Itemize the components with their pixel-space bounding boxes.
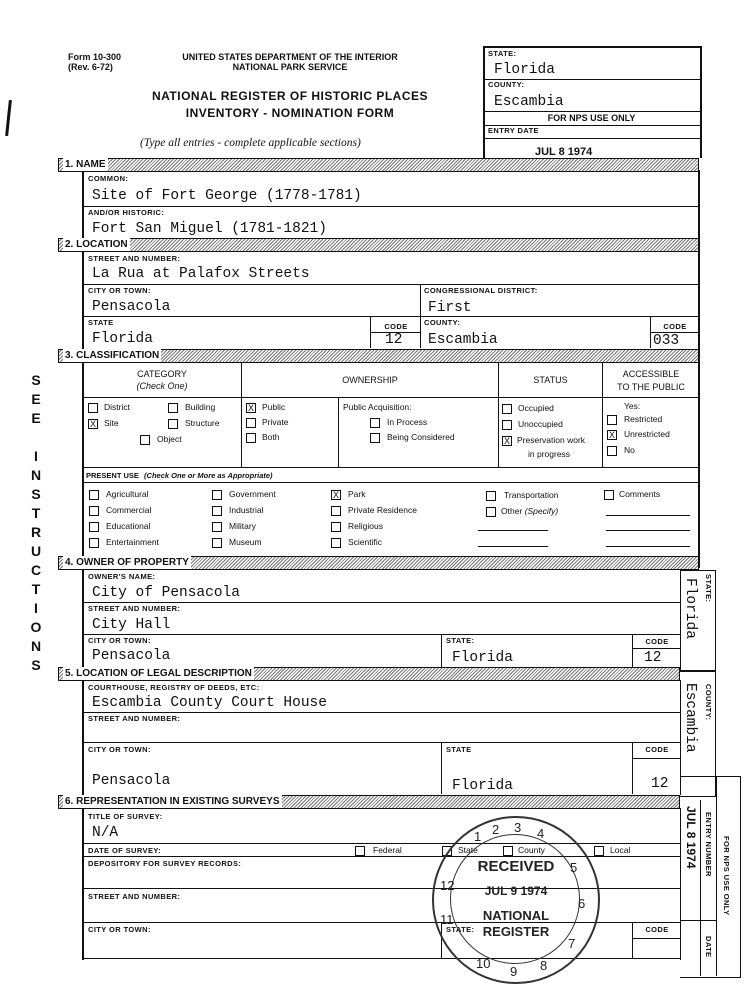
section-1-title: 1. NAME xyxy=(65,159,106,170)
loc-state-label: STATE xyxy=(88,318,114,327)
owner-code-label: CODE xyxy=(645,637,669,646)
access-header xyxy=(603,368,699,394)
category-head: CATEGORY xyxy=(137,369,187,379)
see-instructions-letter: S xyxy=(31,486,41,502)
loc-city-value: Pensacola xyxy=(92,299,171,315)
stamp-digit: 3 xyxy=(514,820,522,835)
form-title xyxy=(120,88,460,122)
section-4-bar xyxy=(58,556,699,570)
congress-label: CONGRESSIONAL DISTRICT: xyxy=(424,286,538,295)
checkbox-district[interactable] xyxy=(88,403,98,413)
access-yes-label: Yes: xyxy=(624,401,641,411)
owner-city-label: CITY OR TOWN: xyxy=(88,636,151,645)
historic-value: Fort San Miguel (1781-1821) xyxy=(92,221,327,237)
checkbox-structure[interactable] xyxy=(168,419,178,429)
ownership-head: OWNERSHIP xyxy=(342,375,398,385)
stamp-digit: 10 xyxy=(476,956,491,971)
section-3-title: 3. CLASSIFICATION xyxy=(65,350,160,361)
stamp-register: REGISTER xyxy=(482,924,550,939)
department xyxy=(150,52,430,72)
checkbox-no[interactable] xyxy=(607,446,617,456)
survey-street-label: STREET AND NUMBER: xyxy=(88,892,181,901)
section-6-bar xyxy=(58,795,680,809)
checkbox-both[interactable] xyxy=(246,433,256,443)
acquisition-in-process-label: In Process xyxy=(387,417,428,427)
use-transportation-label: Transportation xyxy=(504,490,559,500)
top-nps-label: FOR NPS USE ONLY xyxy=(547,113,636,123)
category-structure-label: Structure xyxy=(185,418,220,428)
stamp-digit: 4 xyxy=(537,826,545,841)
survey-state-label: State xyxy=(458,845,478,855)
see-instructions-letter: I xyxy=(34,600,38,616)
owner-city-value: Pensacola xyxy=(92,648,171,664)
see-instructions-letter: I xyxy=(34,448,38,464)
side-county-value: Escambia xyxy=(682,683,698,753)
survey-city-label: CITY OR TOWN: xyxy=(88,925,151,934)
present-use-label: PRESENT USE xyxy=(86,471,139,480)
title-line1: NATIONAL REGISTER OF HISTORIC PLACES xyxy=(151,89,429,103)
see-instructions-letter: T xyxy=(31,505,41,521)
category-district-label: District xyxy=(104,402,130,412)
access-restricted-label: Restricted xyxy=(624,414,663,424)
received-stamp xyxy=(432,816,600,984)
top-state-label: STATE: xyxy=(488,49,517,58)
ownership-both-label: Both xyxy=(262,432,280,442)
checkbox-museum[interactable] xyxy=(212,538,222,548)
form-no: Form 10-300 xyxy=(68,52,122,62)
loc-street-value: La Rua at Palafox Streets xyxy=(92,266,310,282)
access-head2: TO THE PUBLIC xyxy=(617,382,685,392)
use-entertainment-label: Entertainment xyxy=(106,537,159,547)
checkbox-agricultural[interactable] xyxy=(89,490,99,500)
stamp-digit: 6 xyxy=(578,896,586,911)
stamp-date: JUL 9 1974 xyxy=(484,884,548,898)
loc-county-code: 033 xyxy=(653,333,680,349)
use-agricultural-label: Agricultural xyxy=(106,489,149,499)
court-label: COURTHOUSE, REGISTRY OF DEEDS, ETC: xyxy=(88,683,260,692)
loc-county-value: Escambia xyxy=(428,332,498,348)
stamp-digit: 11 xyxy=(440,912,454,927)
legal-code-value: 12 xyxy=(651,776,669,792)
side-state-value: Florida xyxy=(682,578,698,639)
category-sub: (Check One) xyxy=(136,381,188,391)
owner-street-value: City Hall xyxy=(92,617,171,633)
loc-county-code-label: CODE xyxy=(663,322,687,331)
use-commercial-label: Commercial xyxy=(106,505,152,515)
present-use-header xyxy=(86,471,273,480)
loc-city-label: CITY OR TOWN: xyxy=(88,286,151,295)
legal-city-label: CITY OR TOWN: xyxy=(88,745,151,754)
use-educational-label: Educational xyxy=(106,521,151,531)
top-county-value: Escambia xyxy=(494,94,564,110)
checkbox-other[interactable] xyxy=(486,507,496,517)
checkbox-private[interactable] xyxy=(246,418,256,428)
status-preservation-label: Preservation work xyxy=(517,435,586,445)
historic-label: AND/OR HISTORIC: xyxy=(88,208,165,217)
checkbox-transportation[interactable] xyxy=(486,491,496,501)
status-in-progress-label: in progress xyxy=(528,449,571,459)
legal-street-label: STREET AND NUMBER: xyxy=(88,714,181,723)
use-government-label: Government xyxy=(229,489,276,499)
status-head: STATUS xyxy=(533,375,568,385)
checkbox-building[interactable] xyxy=(168,403,178,413)
checkbox-government[interactable] xyxy=(212,490,222,500)
checkbox-unoccupied[interactable] xyxy=(502,420,512,430)
form-number xyxy=(68,52,121,72)
checkbox-entertainment[interactable] xyxy=(89,538,99,548)
use-comments-label: Comments xyxy=(619,489,661,499)
checkbox-occupied[interactable] xyxy=(502,404,512,414)
checkbox-park[interactable]: X xyxy=(332,490,339,500)
checkbox-comments[interactable] xyxy=(604,490,614,500)
stamp-inner-ring xyxy=(450,834,580,964)
survey-state-field-label: STATE: xyxy=(446,925,475,934)
see-instructions-letter: R xyxy=(30,524,42,540)
section-5-title: 5. LOCATION OF LEGAL DESCRIPTION xyxy=(65,668,252,679)
depository-label: DEPOSITORY FOR SURVEY RECORDS: xyxy=(88,859,242,868)
common-value: Site of Fort George (1778-1781) xyxy=(92,188,362,204)
checkbox-unrestricted[interactable]: X xyxy=(608,430,615,440)
top-entry-date-label: ENTRY DATE xyxy=(488,126,539,135)
checkbox-commercial[interactable] xyxy=(89,506,99,516)
section-4-title: 4. OWNER OF PROPERTY xyxy=(65,557,189,568)
loc-county-label: COUNTY: xyxy=(424,318,461,327)
title-line2: INVENTORY - NOMINATION FORM xyxy=(185,106,395,120)
checkbox-private-residence[interactable] xyxy=(331,506,341,516)
see-instructions-letter: N xyxy=(30,467,42,483)
congress-value: First xyxy=(428,300,472,316)
survey-title-label: TITLE OF SURVEY: xyxy=(88,812,163,821)
see-instructions-letter: S xyxy=(31,657,41,673)
side-county-label: COUNTY: xyxy=(704,684,713,721)
loc-code-label: CODE xyxy=(384,322,408,331)
loc-state-value: Florida xyxy=(92,331,153,347)
category-building-label: Building xyxy=(185,402,216,412)
common-label: COMMON: xyxy=(88,174,129,183)
survey-county-label: County xyxy=(518,845,545,855)
side-nps-label: FOR NPS USE ONLY xyxy=(722,836,731,916)
stamp-digit: 7 xyxy=(568,936,576,951)
scan-mark xyxy=(5,100,12,136)
checkbox-religious[interactable] xyxy=(331,522,341,532)
section-2-title: 2. LOCATION xyxy=(65,239,128,250)
see-instructions-letter: E xyxy=(31,391,41,407)
section-2-bar xyxy=(58,238,699,252)
checkbox-educational[interactable] xyxy=(89,522,99,532)
court-value: Escambia County Court House xyxy=(92,695,327,711)
survey-date-label: DATE OF SURVEY: xyxy=(88,846,162,855)
dept-line2: NATIONAL PARK SERVICE xyxy=(232,62,348,72)
category-site-label: Site xyxy=(104,418,119,428)
see-instructions-letter xyxy=(26,429,46,448)
checkbox-public[interactable]: X xyxy=(247,403,254,413)
use-industrial-label: Industrial xyxy=(229,505,264,515)
section-1-bar xyxy=(58,158,699,172)
stamp-national: NATIONAL xyxy=(482,908,550,923)
top-state-value: Florida xyxy=(494,62,555,78)
checkbox-scientific[interactable] xyxy=(331,538,341,548)
ownership-private-label: Private xyxy=(262,417,289,427)
checkbox-local[interactable] xyxy=(594,846,604,856)
use-park-label: Park xyxy=(348,489,366,499)
survey-local-label: Local xyxy=(610,845,631,855)
see-instructions-letter: N xyxy=(30,638,42,654)
owner-name-label: OWNER'S NAME: xyxy=(88,572,156,581)
use-other-label: Other xyxy=(501,506,523,516)
stamp-digit: 9 xyxy=(510,964,518,979)
checkbox-object[interactable] xyxy=(140,435,150,445)
ownership-public-label: Public xyxy=(262,402,286,412)
see-instructions-letter: T xyxy=(31,581,41,597)
section-6-title: 6. REPRESENTATION IN EXISTING SURVEYS xyxy=(65,796,280,807)
checkbox-industrial[interactable] xyxy=(212,506,222,516)
stamp-digit: 5 xyxy=(570,860,578,875)
checkbox-restricted[interactable] xyxy=(607,415,617,425)
checkbox-military[interactable] xyxy=(212,522,222,532)
see-instructions-letter: C xyxy=(30,562,42,578)
side-entry-number-label: ENTRY NUMBER xyxy=(704,812,713,877)
use-private-residence-label: Private Residence xyxy=(348,505,417,515)
owner-state-value: Florida xyxy=(452,650,513,666)
owner-street-label: STREET AND NUMBER: xyxy=(88,604,181,613)
owner-name-value: City of Pensacola xyxy=(92,585,240,601)
stamp-digit: 8 xyxy=(540,958,548,973)
legal-state-label: STATE xyxy=(446,745,472,754)
use-other-specify: (Specify) xyxy=(524,506,559,516)
legal-city-value: Pensacola xyxy=(92,773,171,789)
acquisition-being-considered-label: Being Considered xyxy=(387,432,455,442)
use-museum-label: Museum xyxy=(229,537,262,547)
top-county-label: COUNTY: xyxy=(488,80,525,89)
see-instructions-letter: U xyxy=(30,543,42,559)
checkbox-in-process[interactable] xyxy=(370,418,380,428)
legal-state-value: Florida xyxy=(452,778,513,794)
checkbox-federal[interactable] xyxy=(355,846,365,856)
owner-code-value: 12 xyxy=(644,650,662,666)
category-header xyxy=(84,368,240,392)
side-date-label: DATE xyxy=(704,936,713,958)
form-rev: (Rev. 6-72) xyxy=(68,62,113,72)
access-no-label: No xyxy=(624,445,635,455)
see-instructions-letter: O xyxy=(30,619,42,635)
survey-federal-label: Federal xyxy=(373,845,402,855)
use-religious-label: Religious xyxy=(348,521,383,531)
side-date-value: JUL 8 1974 xyxy=(684,806,698,869)
stamp-received: RECEIVED xyxy=(477,858,555,875)
section-5-bar xyxy=(58,667,680,681)
see-instructions-letter: S xyxy=(31,372,41,388)
acquisition-label: Public Acquisition: xyxy=(343,402,412,412)
survey-title-value: N/A xyxy=(92,825,119,841)
loc-state-code: 12 xyxy=(385,332,403,348)
use-other xyxy=(501,506,558,516)
survey-code-label: CODE xyxy=(645,925,669,934)
top-entry-date-value: JUL 8 1974 xyxy=(535,146,593,158)
see-instructions xyxy=(26,372,46,676)
see-instructions-letter: E xyxy=(31,410,41,426)
stamp-digit: 2 xyxy=(492,822,500,837)
dept-line1: UNITED STATES DEPARTMENT OF THE INTERIOR xyxy=(182,52,398,62)
checkbox-preservation[interactable]: X xyxy=(503,436,510,446)
use-military-label: Military xyxy=(229,521,256,531)
use-scientific-label: Scientific xyxy=(348,537,383,547)
stamp-digit: 1 xyxy=(474,829,482,844)
legal-code-label: CODE xyxy=(645,745,669,754)
category-object-label: Object xyxy=(157,434,182,444)
loc-street-label: STREET AND NUMBER: xyxy=(88,254,181,263)
type-entries-note: (Type all entries - complete applicable sections) xyxy=(140,137,361,149)
access-unrestricted-label: Unrestricted xyxy=(624,429,670,439)
side-state-label: STATE: xyxy=(704,574,713,603)
access-head1: ACCESSIBLE xyxy=(622,369,680,379)
status-unoccupied-label: Unoccupied xyxy=(518,419,563,429)
checkbox-being-considered[interactable] xyxy=(370,433,380,443)
checkbox-site[interactable]: X xyxy=(89,419,96,429)
present-use-sub: (Check One or More as Appropriate) xyxy=(144,471,273,480)
section-3-bar xyxy=(58,349,699,363)
owner-state-label: STATE: xyxy=(446,636,475,645)
status-occupied-label: Occupied xyxy=(518,403,554,413)
stamp-digit: 12 xyxy=(440,878,455,893)
